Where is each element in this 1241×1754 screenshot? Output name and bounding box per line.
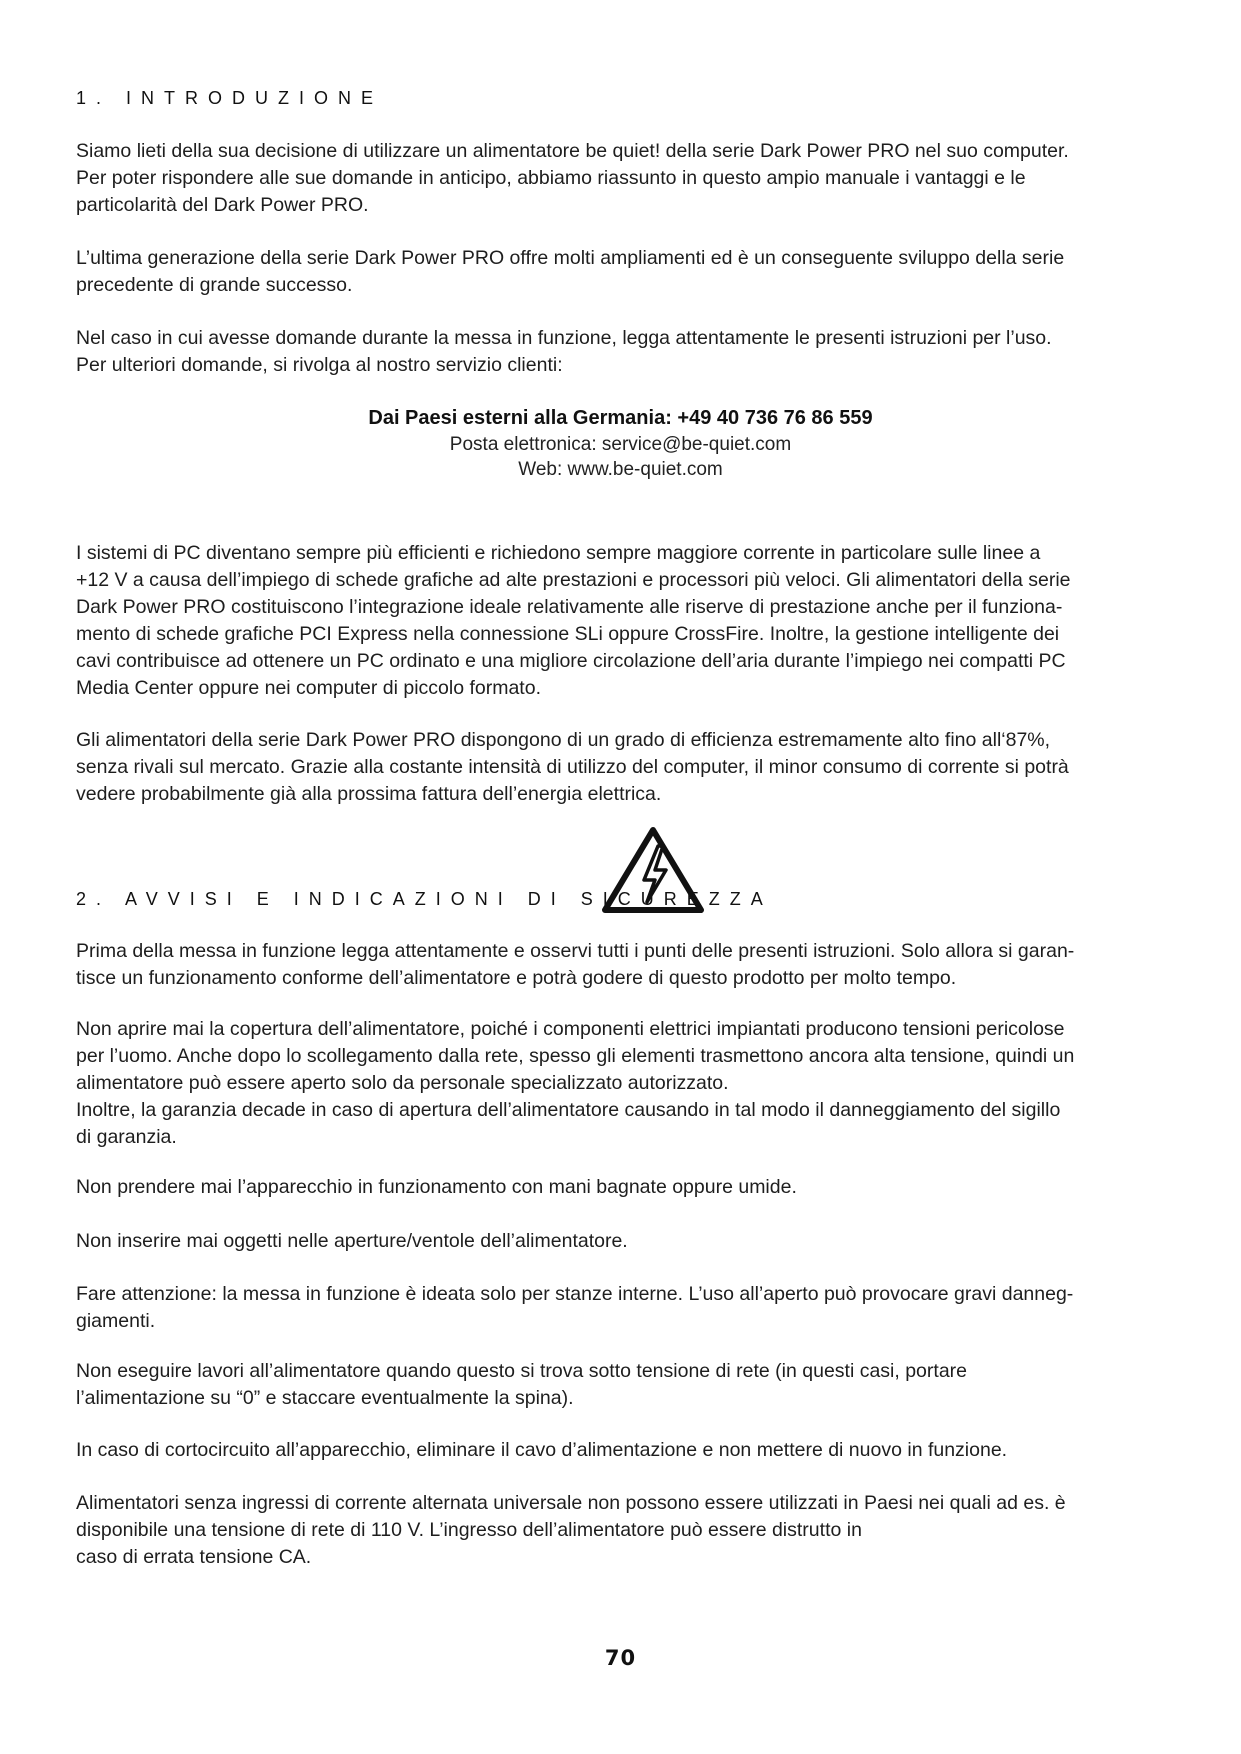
text-line: Non aprire mai la copertura dell’alimentatore, poiché i componenti elettrici impiantati producono tensioni pericolose [76,1018,1065,1040]
intro-paragraph-1 [76,138,1176,219]
text-line: per l’uomo. Anche dopo lo scollegamento dalla rete, spesso gli elementi trasmettono ancora alta tensione, quindi un [76,1045,1075,1067]
text-line: Alimentatori senza ingressi di corrente alternata universale non possono essere utilizzati in Paesi nei quali ad es. è [76,1492,1066,1514]
intro-paragraph-2 [76,245,1176,299]
text-line: caso di errata tensione CA. [76,1546,312,1568]
text-line: Media Center oppure nei computer di piccolo formato. [76,677,541,699]
intro-paragraph-3 [76,325,1176,379]
text-line: particolarità del Dark Power PRO. [76,194,369,216]
safety-paragraph-6 [76,1358,1176,1412]
text-line: +12 V a causa dell’impiego di schede grafiche ad alte prestazioni e processori più veloci. Gli alimentatori della serie [76,569,1071,591]
text-line: Nel caso in cui avesse domande durante la messa in funzione, legga attentamente le presenti istruzioni per l’uso. [76,327,1052,349]
text-line: disponibile una tensione di rete di 110 V. L’ingresso dell’alimentatore può essere distrutto in [76,1519,862,1541]
section-heading-introduzione: 1. INTRODUZIONE [76,88,384,108]
text-line: senza rivali sul mercato. Grazie alla costante intensità di utilizzo del computer, il minor consumo di corrente si potrà [76,756,1069,778]
text-line: alimentatore può essere aperto solo da personale specializzato autorizzato. [76,1072,729,1094]
text-line: L’ultima generazione della serie Dark Power PRO offre molti ampliamenti ed è un conseguente sviluppo della serie [76,247,1065,269]
text-line: Prima della messa in funzione legga attentamente e osservi tutti i punti delle presenti istruzioni. Solo allora si garan- [76,940,1075,962]
text-line: Per ulteriori domande, si rivolga al nostro servizio clienti: [76,354,563,376]
safety-paragraph-2 [76,1016,1176,1151]
text-line: Fare attenzione: la messa in funzione è ideata solo per stanze interne. L’uso all’aperto può provocare gravi danneg- [76,1283,1074,1305]
contact-email[interactable]: Posta elettronica: service@be-quiet.com [449,434,792,455]
text-line: giamenti. [76,1310,156,1332]
text-line: Dark Power PRO costituiscono l’integrazione ideale relativamente alle riserve di prestazione anche per il funziona- [76,596,1063,618]
text-line: Non inserire mai oggetti nelle aperture/ventole dell’alimentatore. [76,1230,628,1252]
high-voltage-warning-icon [600,824,706,916]
page-number: 70 [604,1646,637,1670]
text-line: di garanzia. [76,1126,177,1148]
safety-paragraph-5 [76,1281,1176,1335]
text-line: precedente di grande successo. [76,274,353,296]
text-line: Inoltre, la garanzia decade in caso di apertura dell’alimentatore causando in tal modo il danneggiamento del sigillo [76,1099,1061,1121]
text-line: Siamo lieti della sua decisione di utilizzare un alimentatore be quiet! della serie Dark Power PRO nel suo computer. [76,140,1069,162]
text-line: I sistemi di PC diventano sempre più efficienti e richiedono sempre maggiore corrente in particolare sulle linee a [76,542,1041,564]
safety-paragraph-8 [76,1490,1176,1571]
intro-paragraph-5 [76,727,1176,808]
text-line: tisce un funzionamento conforme dell’alimentatore e potrà godere di questo prodotto per molto tempo. [76,967,957,989]
text-line: Non prendere mai l’apparecchio in funzionamento con mani bagnate oppure umide. [76,1176,797,1198]
safety-paragraph-1 [76,938,1176,992]
text-line: Non eseguire lavori all’alimentatore quando questo si trova sotto tensione di rete (in questi casi, portare [76,1360,968,1382]
text-line: l’alimentazione su “0” e staccare eventualmente la spina). [76,1387,574,1409]
safety-paragraph-7 [76,1437,1176,1464]
safety-paragraph-3 [76,1174,1176,1201]
text-line: mento di schede grafiche PCI Express nella connessione SLi oppure CrossFire. Inoltre, la gestione intelligente dei [76,623,1060,645]
section-heading-avvisi: 2. AVVISI E INDICAZIONI DI SICUREZZA [76,889,773,909]
safety-paragraph-4 [76,1228,1176,1255]
text-line: Gli alimentatori della serie Dark Power PRO dispongono di un grado di efficienza estremamente alto fino all‘87%, [76,729,1051,751]
text-line: In caso di cortocircuito all’apparecchio, eliminare il cavo d’alimentazione e non mettere di nuovo in funzione. [76,1439,1008,1461]
text-line: Per poter rispondere alle sue domande in anticipo, abbiamo riassunto in questo ampio manuale i vantaggi e le [76,167,1026,189]
text-line: vedere probabilmente già alla prossima fattura dell’energia elettrica. [76,783,662,805]
intro-paragraph-4 [76,540,1176,702]
text-line: cavi contribuisce ad ottenere un PC ordinato e una migliore circolazione dell’aria durante l’impiego nei compatti PC [76,650,1066,672]
contact-web[interactable]: Web: www.be-quiet.com [518,459,723,480]
contact-phone: Dai Paesi esterni alla Germania: +49 40 736 76 86 559 [368,407,873,429]
